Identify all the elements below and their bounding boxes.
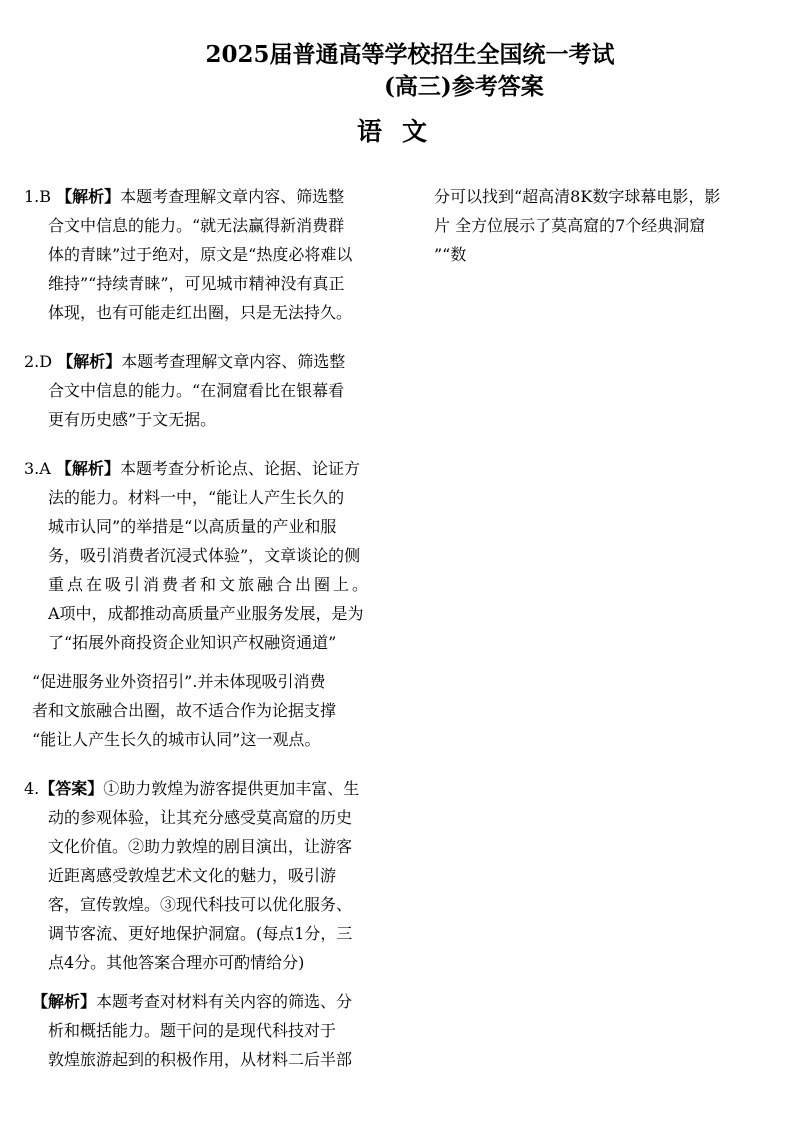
answer-text: 近距离感受敦煌艺术文化的魅力，吸引游 (48, 866, 337, 885)
answer-text: 体的青睐”过于绝对，原文是“热度必将难以 (48, 245, 353, 264)
answer-text: 分可以找到“超高清8K数字球幕电影，影 (434, 187, 721, 206)
answer-text: 务，吸引消费者沉浸式体验”，文章谈论的侧 (48, 546, 361, 565)
answer-text: 敦煌旅游起到的积极作用，从材料二后半部 (48, 1050, 353, 1069)
answer-text: 体现，也有可能走红出圈，只是无法持久。 (48, 303, 353, 322)
answer-text: 本题考查理解文章内容、筛选整 (121, 352, 346, 371)
answer-text: 文化价值。②助力敦煌的剧目演出，让游客 (48, 837, 353, 856)
answer-item-4 (24, 774, 388, 1074)
answer-text: 客，宣传敦煌。③现代科技可以优化服务、 (48, 895, 353, 914)
answer-item-2 (24, 347, 388, 434)
answer-text: 重点在吸引消费者和文旅融合出圈上。 (48, 575, 372, 594)
analysis-tag: 【解析】 (56, 187, 121, 206)
answer-text: 城市认同”的举措是“以高质量的产业和服 (48, 517, 337, 536)
answer-text: “促进服务业外资招引”.并未体现吸引消费 (32, 672, 326, 691)
answer-text: 片 全方位展示了莫高窟的7个经典洞窟 (434, 216, 706, 235)
answer-text: 合文中信息的能力。“在洞窟看比在银幕看 (48, 381, 345, 400)
analysis-tag: 【解析】 (55, 459, 120, 478)
answer-text: “能让人产生长久的城市认同”这一观点。 (32, 730, 321, 749)
answer-text: 动的参观体验，让其充分感受莫高窟的历史 (48, 808, 353, 827)
analysis-tag: 【解析】 (32, 992, 97, 1011)
answer-text: 本题考查理解文章内容、筛选整 (120, 187, 345, 206)
right-column (434, 182, 764, 269)
answer-text: 析和概括能力。题干问的是现代科技对于 (48, 1021, 337, 1040)
answer-text: 法的能力。材料一中，“能让人产生长久的 (48, 488, 345, 507)
answer-tag: 【答案】 (39, 779, 104, 798)
answer-item-3 (24, 454, 388, 754)
answer-number: 2.D (24, 352, 53, 371)
answer-text: 合文中信息的能力。“就无法赢得新消费群 (48, 216, 345, 235)
answer-text: 本题考查对材料有关内容的筛选、分 (96, 992, 353, 1011)
answer-item-1 (24, 182, 388, 327)
answer-number: 1.B (24, 187, 52, 206)
answer-text: 了“拓展外商投资企业知识产权融资通道” (48, 633, 337, 652)
answer-number: 3.A (24, 459, 51, 478)
answer-text: 者和文旅融合出圈，故不适合作为论据支撑 (32, 701, 337, 720)
answer-number: 4. (24, 779, 40, 798)
subject-title: 语文 (357, 117, 448, 146)
exam-subtitle: (高三)参考答案 (384, 73, 544, 100)
answer-text: A项中，成都推动高质量产业服务发展，是为 (48, 604, 364, 623)
answer-text: 本题考查分析论点、论据、论证方 (119, 459, 360, 478)
left-column (24, 182, 388, 1074)
answer-text: 调节客流、更好地保护洞窟。(每点1分，三 (48, 924, 353, 943)
exam-title: 2025届普通高等学校招生全国统一考试 (205, 41, 615, 68)
answer-text: 维持”“持续青睐”，可见城市精神没有真正 (48, 274, 345, 293)
answer-text: 更有历史感”于文无据。 (48, 410, 217, 429)
answer-text: ①助力敦煌为游客提供更加丰富、生 (103, 779, 360, 798)
analysis-tag: 【解析】 (57, 352, 122, 371)
answer-text: 点4分。其他答案合理亦可酌情给分) (48, 953, 305, 972)
answer-text: ”“数 (434, 245, 467, 264)
